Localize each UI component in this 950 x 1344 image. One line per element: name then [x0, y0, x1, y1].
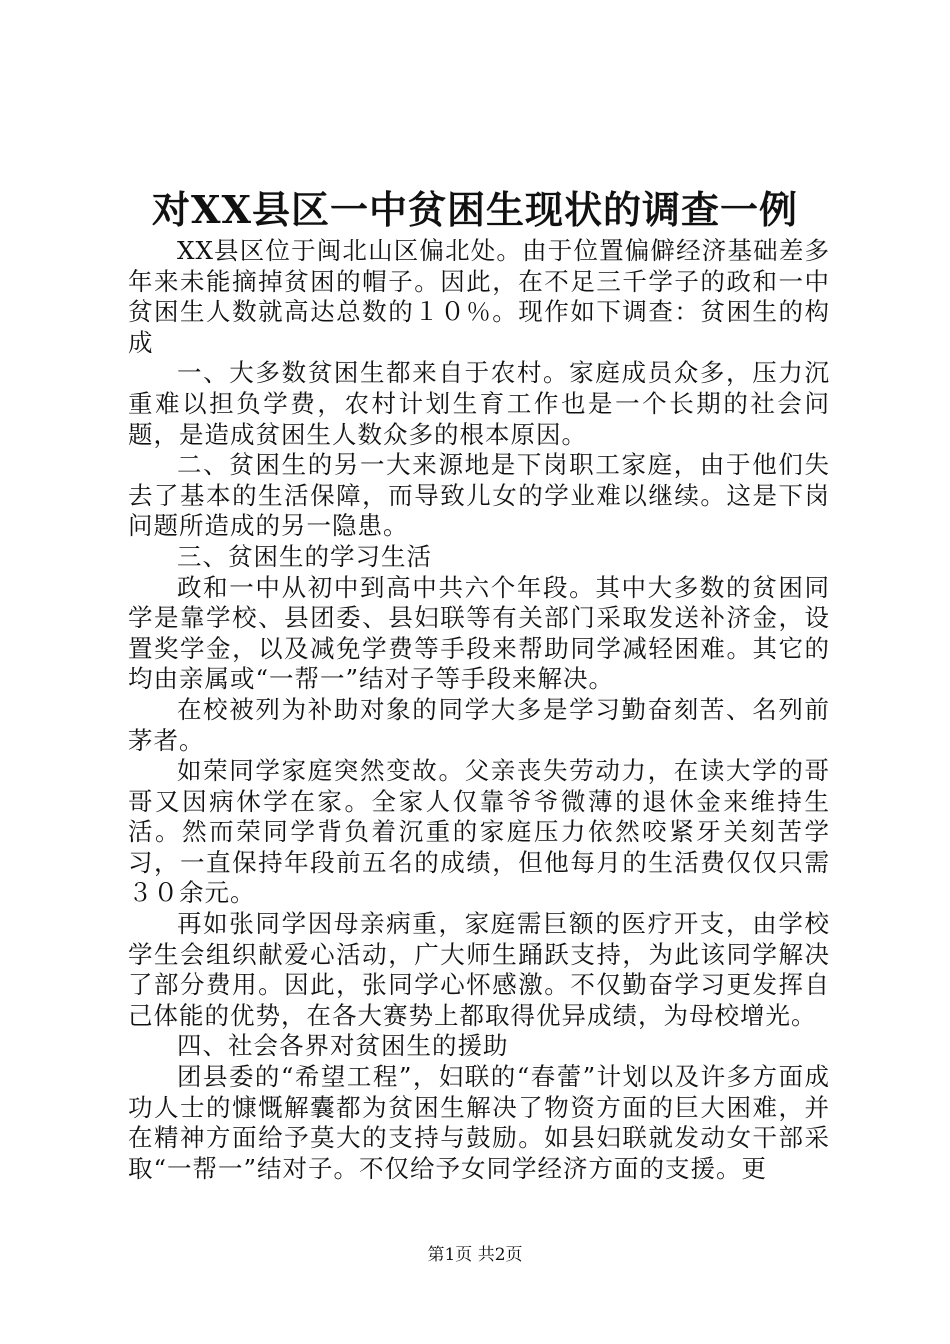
paragraph-example-zhang: 再如张同学因母亲病重，家庭需巨额的医疗开支，由学校学生会组织献爱心活动，广大师生踊跃支持，为此该同学解决了部分费用。因此，张同学心怀感激。不仅勤奋学习更发挥自己体能的优势，在各大赛势上都取得优异成绩，为母校增光。 [128, 909, 830, 1030]
document-title: 对XX县区一中贫困生现状的调查一例 [152, 187, 798, 232]
paragraph-social-aid: 团县委的“希望工程”，妇联的“春蕾”计划以及许多方面成功人士的慷慨解囊都为贫困生解决了物资方面的巨大困难，并在精神方面给予莫大的支持与鼓励。如县妇联就发动女干部采取“一帮一”结对子。不仅给予女同学经济方面的支援。更 [128, 1062, 830, 1183]
paragraph-section-1: 一、大多数贫困生都来自于农村。家庭成员众多，压力沉重难以担负学费，农村计划生育工作也是一个长期的社会问题，是造成贫困生人数众多的根本原因。 [128, 358, 830, 449]
paragraph-example-rong: 如荣同学家庭突然变故。父亲丧失劳动力，在读大学的哥哥又因病休学在家。全家人仅靠爷爷微薄的退休金来维持生活。然而荣同学背负着沉重的家庭压力依然咬紧牙关刻苦学习，一直保持年段前五名的成绩，但他每月的生活费仅仅只需３０余元。 [128, 756, 830, 908]
paragraph-section-2: 二、贫困生的另一大来源地是下岗职工家庭，由于他们失去了基本的生活保障，而导致儿女的学业难以继续。这是下岗问题所造成的另一隐患。 [128, 450, 830, 541]
paragraph-intro: XX县区位于闽北山区偏北处。由于位置偏僻经济基础差多年来未能摘掉贫困的帽子。因此，在不足三千学子的政和一中贫困生人数就高达总数的１０％。现作如下调查：贫困生的构成 [128, 236, 830, 357]
section-heading-4: 四、社会各界对贫困生的援助 [177, 1031, 509, 1061]
paragraph-study-life: 政和一中从初中到高中共六个年段。其中大多数的贫困同学是靠学校、县团委、县妇联等有关部门采取发送补济金，设置奖学金，以及减免学费等手段来帮助同学减轻困难。其它的均由亲属或“一帮一”结对子等手段来解决。 [128, 572, 830, 694]
paragraph-subsidy-recipients: 在校被列为补助对象的同学大多是学习勤奋刻苦、名列前茅者。 [128, 694, 830, 755]
document-body [128, 236, 830, 1184]
section-heading-3: 三、贫困生的学习生活 [177, 541, 432, 571]
page-footer: 第1页 共2页 [427, 1245, 523, 1265]
